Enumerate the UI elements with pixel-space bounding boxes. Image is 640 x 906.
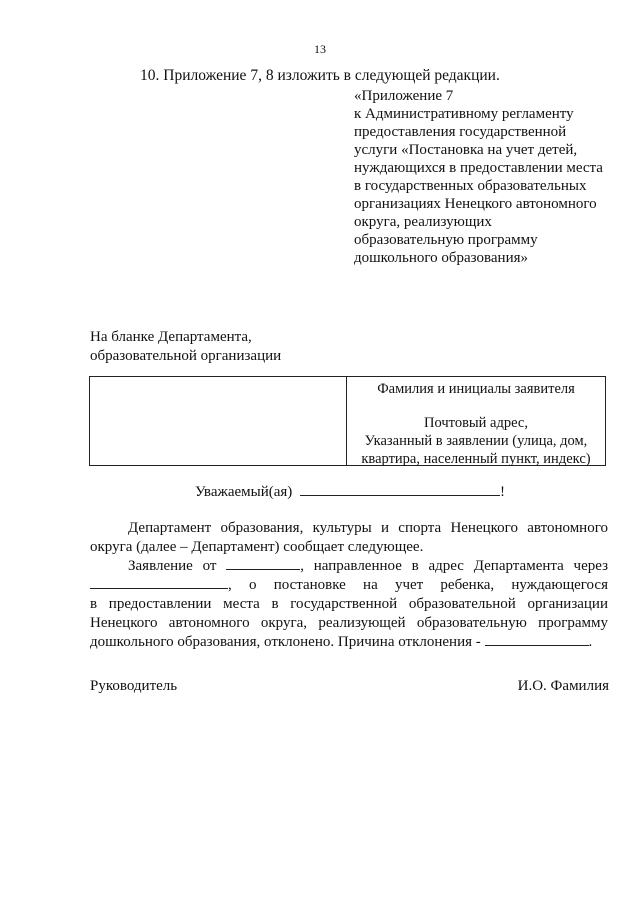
addressee-cell xyxy=(347,380,605,468)
rejection-reason-blank xyxy=(485,633,589,646)
recipient-name-blank xyxy=(300,483,500,496)
greeting-suffix: ! xyxy=(500,484,506,500)
page-number: 13 xyxy=(314,42,326,56)
appendix-header-line: дошкольного образования» xyxy=(354,250,529,266)
registration-text: , о постановке на учет ребенка, нуждающегося xyxy=(228,577,608,593)
sent-via-text: , направленное в адрес Департамента через xyxy=(300,558,609,574)
applicant-name-label: Фамилия и инициалы заявителя xyxy=(377,381,575,397)
submission-channel-blank xyxy=(90,576,228,589)
letterhead-note xyxy=(90,328,281,366)
letter-body xyxy=(90,519,608,652)
appendix-header-line: в государственных образовательных xyxy=(354,178,587,194)
body-paragraph-2-line-2 xyxy=(90,576,608,595)
appendix-header-line: «Приложение 7 xyxy=(354,88,454,104)
addressee-table xyxy=(89,376,606,466)
rejection-end: . xyxy=(588,634,593,650)
greeting-prefix: Уважаемый(ая) xyxy=(195,484,293,500)
body-paragraph-2-rest xyxy=(90,595,608,652)
appendix-header-line: округа, реализующих xyxy=(354,214,492,230)
appendix-header-line: организациях Ненецкого автономного xyxy=(354,196,597,212)
appendix-header-line: нуждающихся в предоставлении места xyxy=(354,160,603,176)
intro-line: 10. Приложение 7, 8 изложить в следующей редакции. xyxy=(140,67,500,84)
signature-name: И.О. Фамилия xyxy=(517,678,609,694)
postal-address-line: квартира, населенный пункт, индекс) xyxy=(361,451,591,467)
greeting xyxy=(195,483,505,501)
appendix-header-line: услуги «Постановка на учет детей, xyxy=(354,142,578,158)
appendix-header-line: предоставления государственной xyxy=(354,124,567,140)
appendix-header xyxy=(354,87,603,267)
signature-position: Руководитель xyxy=(90,678,178,694)
appendix-header-line: образовательную программу xyxy=(354,232,538,248)
postal-address-line: Почтовый адрес, xyxy=(424,415,528,431)
rejection-text: в предоставлении места в государственной образовательной организации Ненецкого автономного округа, реализующей образовательную программу дошкольного образования, отклонено. Причина отклонения - xyxy=(90,596,608,650)
postal-address-line: Указанный в заявлении (улица, дом, xyxy=(364,433,588,449)
letterhead-line: На бланке Департамента, xyxy=(90,329,252,345)
body-paragraph-1: Департамент образования, культуры и спорта Ненецкого автономного округа (далее – Департамент) сообщает следующее. xyxy=(90,520,608,555)
appendix-header-line: к Административному регламенту xyxy=(354,106,574,122)
body-paragraph-2-line-1 xyxy=(90,557,608,576)
application-date-label: Заявление от xyxy=(128,558,217,574)
letterhead-line: образовательной организации xyxy=(90,348,282,364)
application-date-blank xyxy=(226,557,300,570)
cell-spacer xyxy=(347,398,605,414)
